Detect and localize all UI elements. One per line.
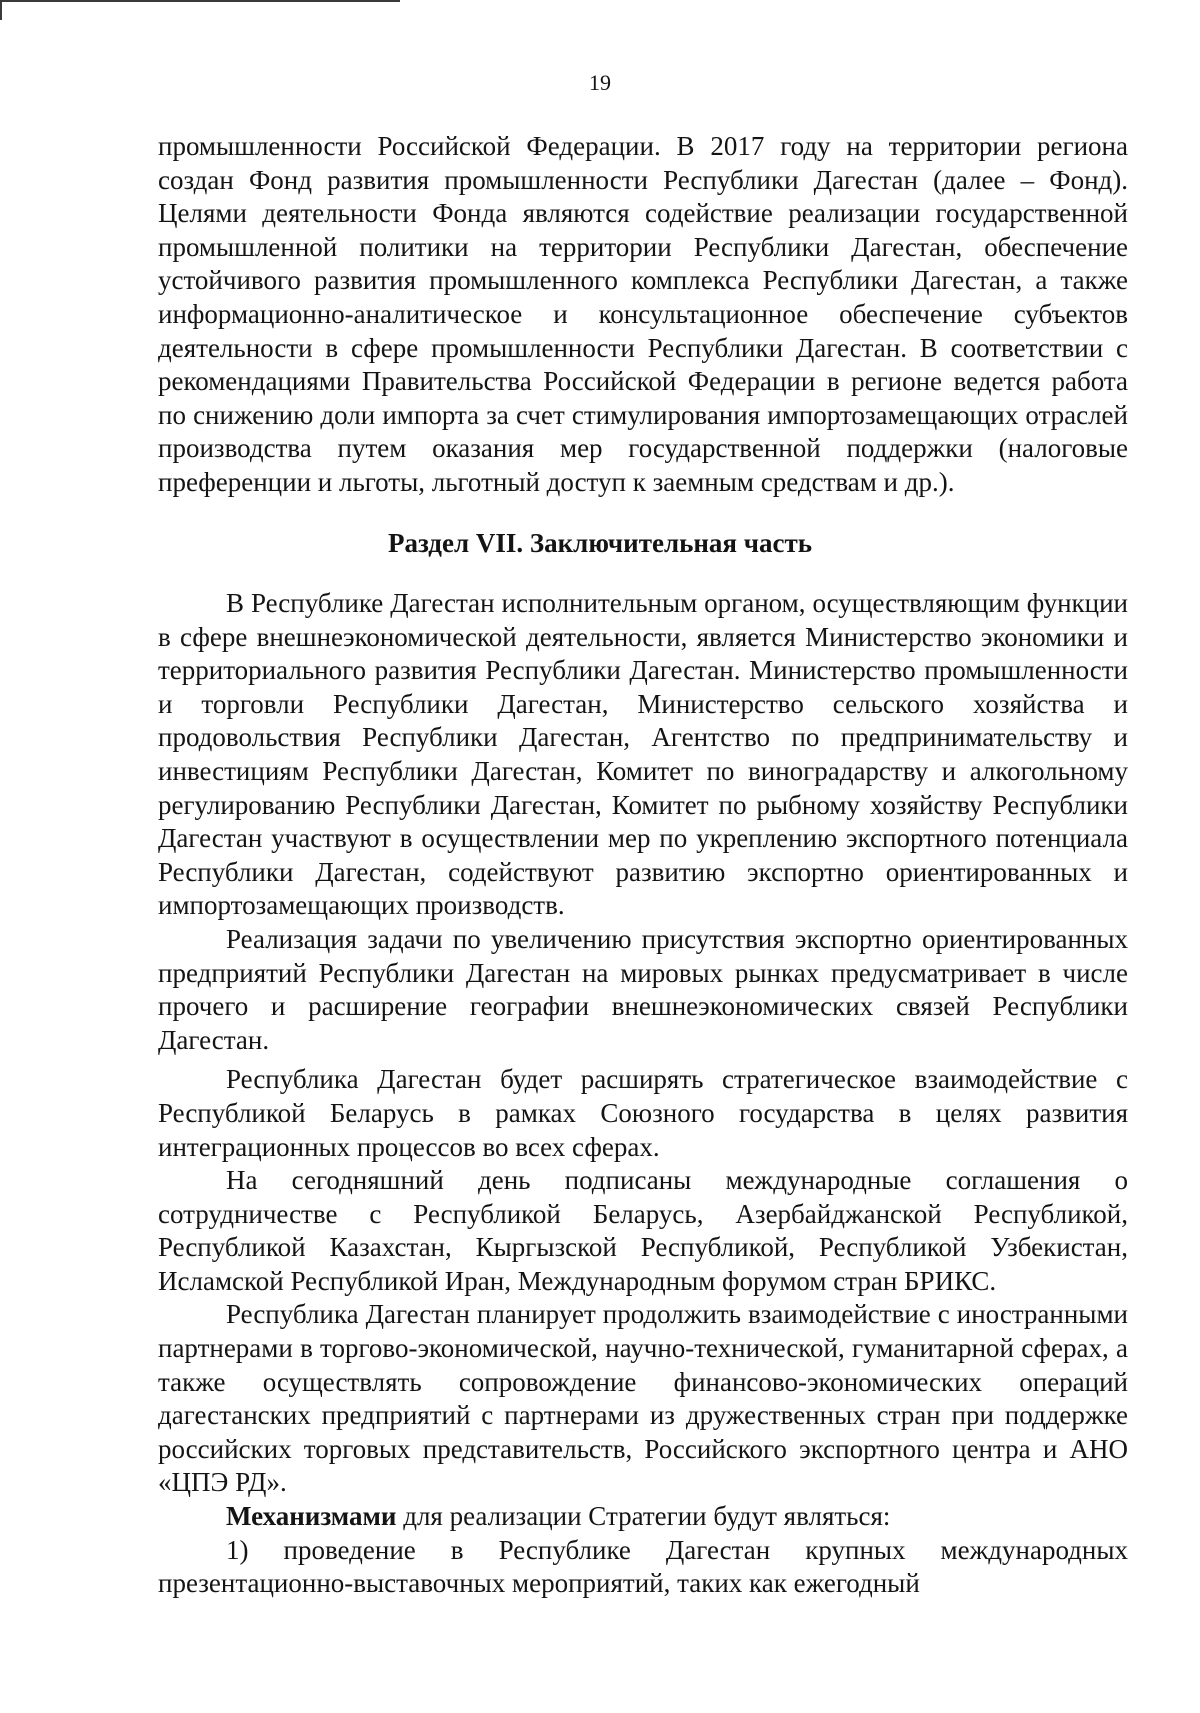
paragraph-agreements: На сегодняшний день подписаны международные соглашения о сотрудничестве с Республикой Беларусь, Азербайджанской Республикой, Республикой Казахстан, Кыргызской Республикой, Республикой Узбекистан, Исламской Республикой Иран, Международным форумом стран БРИКС.: [158, 1165, 1128, 1296]
text-block-main: [158, 587, 1128, 1601]
paragraph-foreign-partners: Республика Дагестан планирует продолжить взаимодействие с иностранными партнерами в торгово-экономической, научно-технической, гуманитарной сферах, а также осуществлять сопровождение финансово-экономических операций дагестанских предприятий с партнерами из дружественных стран при поддержке российских торговых представительств, Российского экспортного центра и АНО «ЦПЭ РД».: [158, 1299, 1128, 1498]
paragraph-mechanisms: [158, 1500, 1128, 1534]
page-number: 19: [589, 70, 611, 95]
scan-edge-top: [0, 0, 400, 2]
paragraph-export-presence: Реализация задачи по увеличению присутствия экспортно ориентированных предприятий Республики Дагестан на мировых рынках предусматривает в числе прочего и расширение географии внешнеэкономических связей Республики Дагестан.: [158, 923, 1128, 1055]
paragraph-executive-bodies: В Республике Дагестан исполнительным органом, осуществляющим функции в сфере внешнеэкономической деятельности, является Министерство экономики и территориального развития Республики Дагестан. Министерство промышленности и торговли Республики Дагестан, Министерство сельского хозяйства и продовольствия Республики Дагестан, Агентство по предпринимательству и инвестициям Республики Дагестан, Комитет по виноградарству и алкогольному регулированию Республики Дагестан, Комитет по рыбному хозяйству Республики Дагестан участвуют в осуществлении мер по укреплению экспортного потенциала Республики Дагестан, содействуют развитию экспортно ориентированных и импортозамещающих производств.: [158, 588, 1128, 921]
mechanisms-rest: для реализации Стратегии будут являться:: [396, 1501, 891, 1532]
paragraph-belarus-cooperation: Республика Дагестан будет расширять стратегическое взаимодействие с Республикой Беларусь в рамках Союзного государства в целях развития интеграционных процессов во всех сферах.: [158, 1064, 1128, 1162]
list-item-1: 1) проведение в Республике Дагестан крупных международных презентационно-выставочных мероприятий, таких как ежегодный: [158, 1534, 1128, 1599]
paragraph-continuation: промышленности Российской Федерации. В 2017 году на территории региона создан Фонд развития промышленности Республики Дагестан (далее – Фонд). Целями деятельности Фонда являются содействие реализации государственной промышленной политики на территории Республики Дагестан, обеспечение устойчивого развития промышленного комплекса Республики Дагестан, а также информационно-аналитическое и консультационное обеспечение субъектов деятельности в сфере промышленности Республики Дагестан. В соответствии с рекомендациями Правительства Российской Федерации в регионе ведется работа по снижению доли импорта за счет стимулирования импортозамещающих отраслей производства путем оказания мер государственной поддержки (налоговые преференции и льготы, льготный доступ к заемным средствам и др.).: [158, 131, 1128, 497]
text-block-top: [158, 130, 1128, 500]
mechanisms-bold-lead: Механизмами: [226, 1501, 397, 1532]
section-heading: Раздел VII. Заключительная часть: [387, 528, 813, 558]
scan-edge-left: [0, 0, 2, 20]
